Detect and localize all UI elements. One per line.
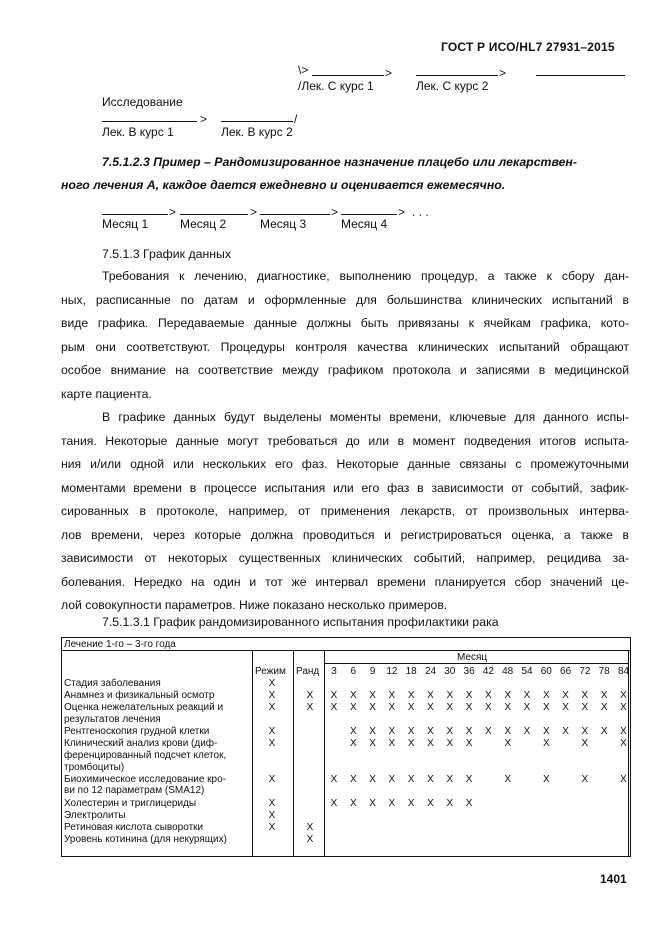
col-header-regime: Режим	[255, 666, 286, 677]
month-mark: X	[581, 738, 589, 750]
month-mark: X	[388, 702, 396, 714]
month-mark: X	[388, 773, 396, 785]
page-number: 1401	[600, 872, 627, 886]
month-mark: X	[446, 738, 454, 750]
month-mark: X	[542, 773, 550, 785]
month-mark: X	[504, 726, 512, 738]
month-mark: X	[504, 690, 512, 702]
row-label: Уровень котинина (для некурящих)	[64, 834, 227, 846]
month-mark: X	[523, 702, 531, 714]
regime-mark: X	[268, 678, 276, 689]
timeline-segment	[416, 75, 498, 76]
paragraph-1	[102, 265, 629, 289]
row-label: Ретиновая кислота сыворотки	[64, 822, 204, 833]
rand-mark: X	[306, 834, 314, 846]
row-label: Анамнез и физикальный осмотр	[64, 690, 215, 702]
rand-mark: X	[306, 822, 314, 833]
month-mark: X	[407, 773, 415, 785]
month-mark: X	[542, 738, 550, 750]
paragraph-line: Требования к лечению, диагностике, выполнению процедур, а также к сбору дан-	[102, 269, 629, 283]
timeline-segment	[180, 214, 248, 215]
diagram-start-mark: \>	[298, 63, 309, 77]
month-mark: X	[349, 690, 357, 702]
month-mark: X	[485, 690, 492, 702]
paragraph-line: тания. Некоторые данные могут требоваться до или в момент подведения итогов испыта-	[61, 433, 629, 448]
timeline-segment	[221, 121, 293, 122]
month-mark: X	[620, 726, 627, 738]
regime-mark: X	[268, 726, 276, 738]
month-mark: X	[369, 738, 376, 750]
month-label: Месяц 1	[102, 217, 149, 231]
month-mark: X	[620, 702, 627, 714]
timeline-segment	[102, 121, 197, 122]
month-header: Месяц	[457, 652, 488, 663]
month-mark: X	[465, 702, 473, 714]
month-mark: X	[542, 690, 550, 702]
month-mark: X	[465, 726, 473, 738]
month-mark: X	[349, 726, 357, 738]
month-col-header: 24	[424, 666, 437, 677]
month-mark: X	[349, 738, 357, 750]
rand-mark: X	[306, 702, 314, 714]
row-label: Биохимическое исследование кро-	[64, 773, 227, 785]
rand-mark: X	[306, 690, 314, 702]
paragraph-line: карте пациента.	[61, 386, 152, 401]
regime-mark: X	[268, 809, 276, 821]
row-label: ви по 12 параметрам (SMA12)	[64, 785, 205, 797]
paragraph-line: рым они соответствуют. Процедуры контроля качества клинических испытаний обращают	[61, 339, 629, 354]
month-mark: X	[369, 690, 376, 702]
month-mark: X	[330, 797, 338, 809]
table-rule	[62, 650, 630, 651]
paragraph-line: лой совокупности параметров. Ниже показано несколько примеров.	[61, 598, 448, 612]
month-col-header: 9	[369, 666, 376, 677]
month-col-header: 84	[617, 666, 630, 677]
month-mark: X	[562, 702, 569, 714]
month-mark: X	[427, 738, 434, 750]
month-mark: X	[465, 738, 473, 750]
month-mark: X	[581, 726, 589, 738]
table-rule	[628, 650, 629, 856]
example-number: 7.5.1.2.3	[102, 155, 150, 169]
regime-mark: X	[268, 738, 276, 750]
regime-mark: X	[268, 773, 276, 785]
month-mark: X	[562, 690, 569, 702]
month-mark: X	[620, 690, 627, 702]
segment-label-c2: Лек. С курс 2	[416, 79, 489, 93]
paragraph-line: особое внимание на соответствие между графиком протокола и записями в медицинской	[61, 363, 629, 377]
month-mark: X	[330, 773, 338, 785]
month-mark: X	[330, 702, 338, 714]
paragraph-line: ных, расписанные по датам и оформленные для большинства клинических испытаний в	[61, 292, 629, 307]
row-label: Клинический анализ крови (диф-	[64, 738, 218, 750]
month-mark: X	[600, 726, 608, 738]
row-label: Рентгеноскопия грудной клетки	[64, 726, 210, 738]
timeline-segment	[260, 214, 330, 215]
row-label: ференцированный подсчет клеток,	[64, 750, 227, 761]
paragraph-line: моментами времени в процессе испытания или его фаз в зависимости от событий, зафик-	[61, 480, 629, 495]
table-rule	[324, 650, 325, 856]
month-mark: X	[446, 702, 454, 714]
month-mark: X	[485, 726, 492, 738]
month-mark: X	[369, 702, 376, 714]
month-mark: X	[407, 690, 415, 702]
paragraph-line: лов времени, через которые должна проводиться и регистрироваться оценка, а также в	[61, 527, 629, 542]
segment-label-b2: Лек. В курс 2	[221, 125, 293, 139]
month-mark: X	[369, 797, 376, 809]
month-mark: X	[465, 690, 473, 702]
month-mark: X	[620, 773, 627, 785]
diagram-title: Исследование	[102, 95, 183, 109]
month-col-header: 18	[405, 666, 417, 677]
arrow-head: >	[169, 205, 177, 219]
row-label: Стадия заболевания	[64, 678, 161, 689]
month-col-header: 3	[331, 666, 337, 677]
month-col-header: 78	[598, 666, 610, 677]
month-mark: X	[407, 797, 415, 809]
timeline-segment	[536, 75, 625, 76]
month-mark: X	[388, 797, 396, 809]
paragraph-line: В графике данных будут выделены моменты времени, ключевые для данного испы-	[102, 410, 629, 424]
paragraph-line: ния и/или одной или нескольких его фаз. Некоторые данные связаны с промежуточными	[61, 457, 629, 471]
month-mark: X	[427, 797, 434, 809]
month-mark: X	[562, 726, 569, 738]
segment-label-b1: Лек. В курс 1	[102, 125, 174, 139]
example-text-1: Пример – Рандомизированное назначение плацебо или лекарствен-	[149, 155, 577, 169]
month-col-header: 30	[444, 666, 456, 677]
month-mark: X	[349, 797, 357, 809]
regime-mark: X	[268, 797, 276, 809]
month-mark: X	[523, 726, 531, 738]
month-mark: X	[504, 773, 512, 785]
month-mark: X	[407, 738, 415, 750]
month-label: Месяц 2	[180, 217, 227, 231]
month-mark: X	[446, 797, 454, 809]
month-mark: X	[427, 773, 434, 785]
ellipsis: . . .	[412, 205, 429, 219]
month-mark: X	[581, 690, 589, 702]
month-mark: X	[523, 690, 531, 702]
month-col-header: 60	[540, 666, 552, 677]
row-label: тромбоциты)	[64, 761, 125, 773]
month-mark: X	[581, 702, 589, 714]
month-mark: X	[542, 726, 550, 738]
paragraph-2	[102, 406, 629, 430]
paragraph-line: болевания. Нередко на один и тот же интервал времени планируется сбор значений це-	[61, 574, 629, 589]
month-label: Месяц 3	[260, 217, 307, 231]
regime-mark: X	[268, 702, 276, 714]
paragraph-2-cont	[61, 430, 629, 618]
month-col-header: 6	[350, 666, 357, 677]
month-col-header: 54	[521, 666, 533, 677]
month-mark: X	[349, 702, 357, 714]
month-mark: X	[446, 773, 454, 785]
regime-mark: X	[268, 690, 276, 702]
table-top-label: Лечение 1-го – 3-го года	[64, 639, 176, 650]
month-mark: X	[407, 702, 415, 714]
month-mark: X	[388, 726, 396, 738]
month-mark: X	[369, 726, 376, 738]
month-mark: X	[504, 738, 512, 750]
row-label: результатов лечения	[64, 714, 161, 725]
month-mark: X	[542, 702, 550, 714]
table-rule	[324, 663, 628, 664]
month-col-header: 42	[482, 666, 494, 677]
table-caption: 7.5.1.3.1 График рандомизированного испытания профилактики рака	[102, 615, 499, 629]
month-mark: X	[427, 726, 434, 738]
paragraph-line: сированных в протоколе, например, от применения лекарств, от произвольных интерва-	[61, 504, 629, 518]
month-mark: X	[581, 773, 589, 785]
arrow-head: >	[499, 66, 507, 80]
document-header: ГОСТ Р ИСО/HL7 27931–2015	[441, 40, 615, 54]
row-label: Оценка нежелательных реакций и	[64, 702, 224, 714]
month-col-header: 72	[579, 666, 591, 677]
month-col-header: 48	[502, 666, 514, 677]
month-col-header: 12	[386, 666, 398, 677]
col-header-rand: Ранд	[296, 666, 320, 677]
example-line-2: ного лечения А, каждое дается ежедневно и оценивается ежемесячно.	[61, 178, 506, 192]
month-mark: X	[465, 797, 473, 809]
month-mark: X	[388, 738, 396, 750]
month-mark: X	[330, 690, 338, 702]
arrow-head: >	[200, 112, 208, 126]
regime-mark: X	[268, 822, 276, 833]
row-label: Холестерин и триглицериды	[64, 797, 197, 809]
arrow-head: >	[331, 205, 339, 219]
month-mark: X	[407, 726, 415, 738]
month-col-header: 36	[463, 666, 475, 677]
timeline-segment	[102, 214, 168, 215]
month-mark: X	[446, 726, 454, 738]
arrow-head: >	[250, 205, 258, 219]
table-rule	[293, 650, 294, 856]
month-mark: X	[465, 773, 473, 785]
month-mark: X	[427, 690, 434, 702]
month-col-header: 66	[560, 666, 572, 677]
table-rule	[252, 650, 253, 856]
segment-end-mark: /	[294, 112, 298, 126]
month-mark: X	[620, 738, 627, 750]
timeline-segment	[341, 214, 397, 215]
paragraph-line: зависимости от некоторых существенных клинических событий, например, рецидива за-	[61, 551, 629, 565]
month-mark: X	[388, 690, 396, 702]
month-mark: X	[369, 773, 376, 785]
month-mark: X	[446, 690, 454, 702]
schedule-table	[61, 637, 631, 857]
paragraph-1-cont	[61, 289, 629, 407]
month-mark: X	[600, 702, 608, 714]
month-mark: X	[427, 702, 434, 714]
timeline-segment	[312, 75, 384, 76]
month-mark: X	[504, 702, 512, 714]
segment-label-c1: /Лек. С курс 1	[298, 79, 374, 93]
month-mark: X	[600, 690, 608, 702]
arrow-head: >	[398, 205, 406, 219]
month-mark: X	[349, 773, 357, 785]
row-label: Электролиты	[64, 809, 126, 821]
section-title: 7.5.1.3 График данных	[102, 247, 232, 261]
paragraph-line: виде графика. Передаваемые данные должны быть привязаны к ячейкам графика, кото-	[61, 316, 629, 330]
month-label: Месяц 4	[341, 217, 388, 231]
month-mark: X	[485, 702, 492, 714]
example-line-1	[102, 155, 629, 169]
arrow-head: >	[385, 66, 393, 80]
